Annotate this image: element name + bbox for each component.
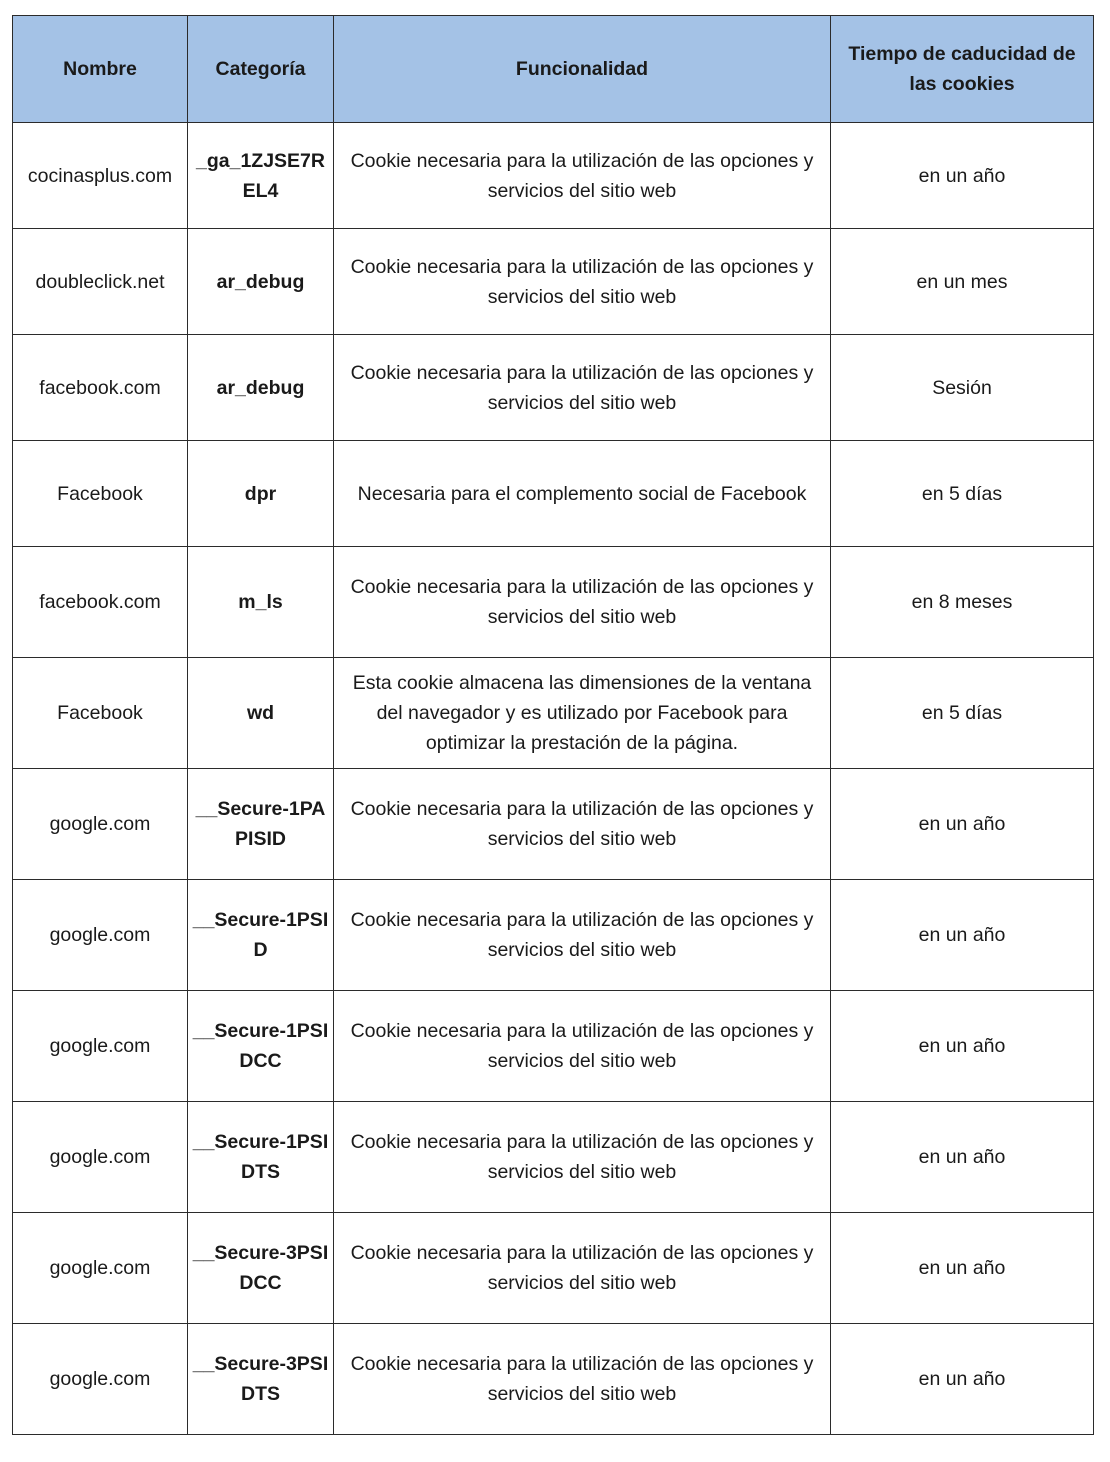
header-tiempo: Tiempo de caducidad de las cookies <box>831 16 1094 123</box>
cell-categoria: dpr <box>188 441 334 547</box>
cell-nombre: google.com <box>13 880 188 991</box>
cell-tiempo: en un mes <box>831 229 1094 335</box>
cell-tiempo: en un año <box>831 1324 1094 1435</box>
cell-nombre: google.com <box>13 991 188 1102</box>
table-row <box>13 1213 1094 1324</box>
cell-categoria: _ga_1ZJSE7REL4 <box>188 123 334 229</box>
cell-funcionalidad: Cookie necesaria para la utilización de las opciones y servicios del sitio web <box>334 1213 831 1324</box>
table-row <box>13 441 1094 547</box>
cell-nombre: google.com <box>13 1324 188 1435</box>
cell-nombre: cocinasplus.com <box>13 123 188 229</box>
cell-tiempo: en un año <box>831 1102 1094 1213</box>
cell-categoria: ar_debug <box>188 335 334 441</box>
header-funcionalidad: Funcionalidad <box>334 16 831 123</box>
cell-categoria: ar_debug <box>188 229 334 335</box>
cell-nombre: google.com <box>13 1102 188 1213</box>
table-row <box>13 1324 1094 1435</box>
header-categoria: Categoría <box>188 16 334 123</box>
cell-tiempo: en 5 días <box>831 441 1094 547</box>
header-nombre: Nombre <box>13 16 188 123</box>
cell-categoria: m_ls <box>188 547 334 658</box>
table-row <box>13 1102 1094 1213</box>
cell-funcionalidad: Esta cookie almacena las dimensiones de la ventana del navegador y es utilizado por Facebook para optimizar la prestación de la página. <box>334 658 831 769</box>
cell-nombre: Facebook <box>13 441 188 547</box>
cell-funcionalidad: Cookie necesaria para la utilización de las opciones y servicios del sitio web <box>334 1324 831 1435</box>
cell-tiempo: en 8 meses <box>831 547 1094 658</box>
cell-nombre: google.com <box>13 1213 188 1324</box>
cell-categoria: __Secure-1PSID <box>188 880 334 991</box>
cell-nombre: Facebook <box>13 658 188 769</box>
cell-categoria: __Secure-3PSIDCC <box>188 1213 334 1324</box>
cell-funcionalidad: Cookie necesaria para la utilización de las opciones y servicios del sitio web <box>334 1102 831 1213</box>
table-row <box>13 229 1094 335</box>
cell-nombre: doubleclick.net <box>13 229 188 335</box>
cell-tiempo: en un año <box>831 769 1094 880</box>
table-row <box>13 991 1094 1102</box>
table-row <box>13 547 1094 658</box>
cell-nombre: google.com <box>13 769 188 880</box>
table-row <box>13 880 1094 991</box>
cell-tiempo: Sesión <box>831 335 1094 441</box>
cell-tiempo: en un año <box>831 1213 1094 1324</box>
cell-tiempo: en un año <box>831 123 1094 229</box>
cell-funcionalidad: Cookie necesaria para la utilización de las opciones y servicios del sitio web <box>334 991 831 1102</box>
cookies-table <box>12 15 1094 1435</box>
cell-nombre: facebook.com <box>13 547 188 658</box>
table-row <box>13 335 1094 441</box>
cell-tiempo: en un año <box>831 880 1094 991</box>
cell-categoria: __Secure-1PSIDCC <box>188 991 334 1102</box>
cell-tiempo: en 5 días <box>831 658 1094 769</box>
cell-nombre: facebook.com <box>13 335 188 441</box>
cell-funcionalidad: Cookie necesaria para la utilización de las opciones y servicios del sitio web <box>334 335 831 441</box>
cell-funcionalidad: Cookie necesaria para la utilización de las opciones y servicios del sitio web <box>334 769 831 880</box>
cell-funcionalidad: Cookie necesaria para la utilización de las opciones y servicios del sitio web <box>334 229 831 335</box>
cell-categoria: __Secure-3PSIDTS <box>188 1324 334 1435</box>
table-row <box>13 658 1094 769</box>
cell-categoria: __Secure-1PSIDTS <box>188 1102 334 1213</box>
table-row <box>13 769 1094 880</box>
cell-funcionalidad: Necesaria para el complemento social de Facebook <box>334 441 831 547</box>
cell-categoria: __Secure-1PAPISID <box>188 769 334 880</box>
table-row <box>13 123 1094 229</box>
cell-funcionalidad: Cookie necesaria para la utilización de las opciones y servicios del sitio web <box>334 123 831 229</box>
cell-tiempo: en un año <box>831 991 1094 1102</box>
cell-categoria: wd <box>188 658 334 769</box>
table-header-row <box>13 16 1094 123</box>
cell-funcionalidad: Cookie necesaria para la utilización de las opciones y servicios del sitio web <box>334 547 831 658</box>
cell-funcionalidad: Cookie necesaria para la utilización de las opciones y servicios del sitio web <box>334 880 831 991</box>
